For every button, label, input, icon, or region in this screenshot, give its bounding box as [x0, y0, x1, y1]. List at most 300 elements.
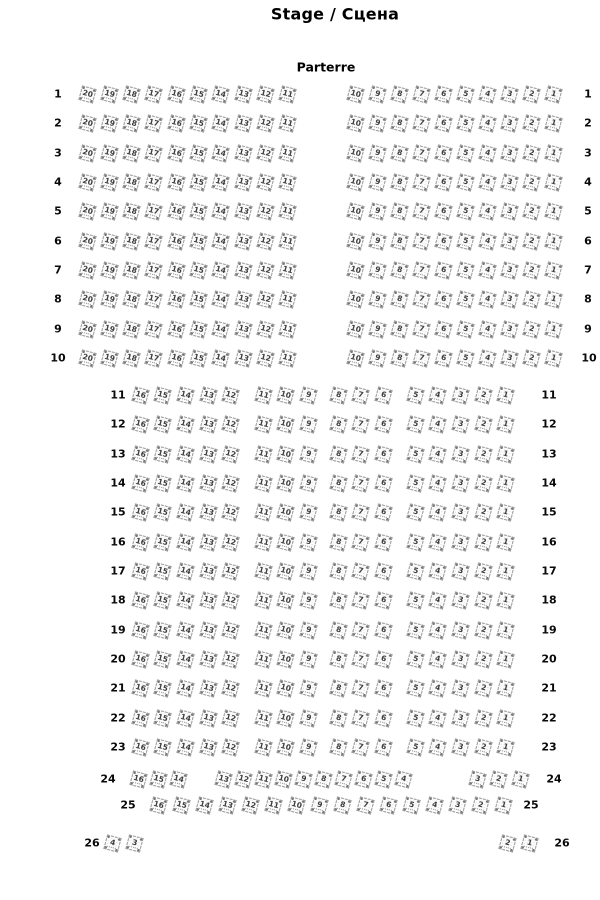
seat[interactable] — [451, 650, 469, 668]
seat[interactable] — [544, 114, 562, 132]
seat[interactable] — [100, 173, 118, 191]
seat[interactable] — [199, 591, 217, 609]
seat[interactable] — [167, 261, 185, 279]
seat[interactable] — [222, 650, 240, 668]
seat[interactable] — [176, 415, 194, 433]
seat[interactable] — [406, 621, 424, 639]
seat[interactable] — [176, 621, 194, 639]
seat[interactable] — [412, 232, 430, 250]
seat[interactable] — [544, 349, 562, 367]
seat[interactable] — [412, 320, 430, 338]
seat[interactable] — [212, 232, 230, 250]
seat[interactable] — [299, 650, 317, 668]
seat[interactable] — [212, 320, 230, 338]
seat[interactable] — [474, 709, 492, 727]
seat[interactable] — [122, 349, 140, 367]
seat[interactable] — [451, 679, 469, 697]
seat[interactable] — [189, 232, 207, 250]
seat[interactable] — [368, 173, 386, 191]
seat[interactable] — [390, 290, 408, 308]
seat[interactable] — [279, 114, 297, 132]
seat[interactable] — [131, 445, 149, 463]
seat[interactable] — [474, 738, 492, 756]
seat[interactable] — [199, 386, 217, 404]
seat[interactable] — [497, 474, 515, 492]
seat[interactable] — [264, 796, 282, 814]
seat[interactable] — [129, 770, 147, 788]
seat[interactable] — [497, 445, 515, 463]
seat[interactable] — [434, 114, 452, 132]
seat[interactable] — [374, 474, 392, 492]
seat[interactable] — [352, 562, 370, 580]
seat[interactable] — [256, 349, 274, 367]
seat[interactable] — [254, 386, 272, 404]
seat[interactable] — [78, 114, 96, 132]
seat[interactable] — [154, 621, 172, 639]
seat[interactable] — [456, 202, 474, 220]
seat[interactable] — [189, 320, 207, 338]
seat[interactable] — [195, 796, 213, 814]
seat[interactable] — [429, 562, 447, 580]
seat[interactable] — [241, 796, 259, 814]
seat[interactable] — [277, 386, 295, 404]
seat[interactable] — [412, 114, 430, 132]
seat[interactable] — [167, 202, 185, 220]
seat[interactable] — [122, 144, 140, 162]
seat[interactable] — [122, 85, 140, 103]
seat[interactable] — [352, 650, 370, 668]
seat[interactable] — [78, 320, 96, 338]
seat[interactable] — [394, 770, 412, 788]
seat[interactable] — [368, 320, 386, 338]
seat[interactable] — [199, 679, 217, 697]
seat[interactable] — [451, 709, 469, 727]
seat[interactable] — [310, 796, 328, 814]
seat[interactable] — [500, 202, 518, 220]
seat[interactable] — [277, 650, 295, 668]
seat[interactable] — [176, 591, 194, 609]
seat[interactable] — [212, 349, 230, 367]
seat[interactable] — [222, 679, 240, 697]
seat[interactable] — [277, 562, 295, 580]
seat[interactable] — [234, 770, 252, 788]
seat[interactable] — [451, 562, 469, 580]
seat[interactable] — [456, 349, 474, 367]
seat[interactable] — [451, 445, 469, 463]
seat[interactable] — [212, 85, 230, 103]
seat[interactable] — [299, 474, 317, 492]
seat[interactable] — [314, 770, 332, 788]
seat[interactable] — [145, 114, 163, 132]
seat[interactable] — [154, 445, 172, 463]
seat[interactable] — [500, 144, 518, 162]
seat[interactable] — [145, 261, 163, 279]
seat[interactable] — [368, 114, 386, 132]
seat[interactable] — [167, 349, 185, 367]
seat[interactable] — [544, 173, 562, 191]
seat[interactable] — [189, 85, 207, 103]
seat[interactable] — [329, 474, 347, 492]
seat[interactable] — [500, 232, 518, 250]
seat[interactable] — [500, 173, 518, 191]
seat[interactable] — [212, 114, 230, 132]
seat[interactable] — [429, 445, 447, 463]
seat[interactable] — [254, 562, 272, 580]
seat[interactable] — [299, 533, 317, 551]
seat[interactable] — [474, 650, 492, 668]
seat[interactable] — [412, 349, 430, 367]
seat[interactable] — [456, 85, 474, 103]
seat[interactable] — [279, 232, 297, 250]
seat[interactable] — [256, 173, 274, 191]
seat[interactable] — [254, 474, 272, 492]
seat[interactable] — [478, 202, 496, 220]
seat[interactable] — [390, 349, 408, 367]
seat[interactable] — [149, 796, 167, 814]
seat[interactable] — [346, 290, 364, 308]
seat[interactable] — [299, 445, 317, 463]
seat[interactable] — [103, 834, 121, 852]
seat[interactable] — [222, 591, 240, 609]
seat[interactable] — [122, 114, 140, 132]
seat[interactable] — [374, 533, 392, 551]
seat[interactable] — [176, 679, 194, 697]
seat[interactable] — [429, 591, 447, 609]
seat[interactable] — [277, 679, 295, 697]
seat[interactable] — [412, 85, 430, 103]
seat[interactable] — [154, 709, 172, 727]
seat[interactable] — [390, 202, 408, 220]
seat[interactable] — [149, 770, 167, 788]
seat[interactable] — [167, 85, 185, 103]
seat[interactable] — [329, 562, 347, 580]
seat[interactable] — [167, 290, 185, 308]
seat[interactable] — [131, 679, 149, 697]
seat[interactable] — [234, 261, 252, 279]
seat[interactable] — [329, 591, 347, 609]
seat[interactable] — [451, 503, 469, 521]
seat[interactable] — [199, 533, 217, 551]
seat[interactable] — [374, 709, 392, 727]
seat[interactable] — [434, 320, 452, 338]
seat[interactable] — [429, 621, 447, 639]
seat[interactable] — [254, 621, 272, 639]
seat[interactable] — [522, 290, 540, 308]
seat[interactable] — [429, 738, 447, 756]
seat[interactable] — [406, 679, 424, 697]
seat[interactable] — [434, 144, 452, 162]
seat[interactable] — [434, 290, 452, 308]
seat[interactable] — [412, 261, 430, 279]
seat[interactable] — [189, 349, 207, 367]
seat[interactable] — [299, 709, 317, 727]
seat[interactable] — [78, 261, 96, 279]
seat[interactable] — [234, 202, 252, 220]
seat[interactable] — [497, 650, 515, 668]
seat[interactable] — [494, 796, 512, 814]
seat[interactable] — [352, 709, 370, 727]
seat[interactable] — [500, 114, 518, 132]
seat[interactable] — [199, 474, 217, 492]
seat[interactable] — [154, 415, 172, 433]
seat[interactable] — [279, 85, 297, 103]
seat[interactable] — [497, 679, 515, 697]
seat[interactable] — [78, 349, 96, 367]
seat[interactable] — [199, 709, 217, 727]
seat[interactable] — [406, 415, 424, 433]
seat[interactable] — [172, 796, 190, 814]
seat[interactable] — [346, 85, 364, 103]
seat[interactable] — [199, 503, 217, 521]
seat[interactable] — [256, 232, 274, 250]
seat[interactable] — [167, 232, 185, 250]
seat[interactable] — [176, 386, 194, 404]
seat[interactable] — [131, 474, 149, 492]
seat[interactable] — [254, 738, 272, 756]
seat[interactable] — [379, 796, 397, 814]
seat[interactable] — [352, 533, 370, 551]
seat[interactable] — [254, 679, 272, 697]
seat[interactable] — [329, 709, 347, 727]
seat[interactable] — [354, 770, 372, 788]
seat[interactable] — [346, 114, 364, 132]
seat[interactable] — [390, 232, 408, 250]
seat[interactable] — [100, 85, 118, 103]
seat[interactable] — [451, 591, 469, 609]
seat[interactable] — [154, 474, 172, 492]
seat[interactable] — [352, 386, 370, 404]
seat[interactable] — [234, 349, 252, 367]
seat[interactable] — [176, 503, 194, 521]
seat[interactable] — [256, 320, 274, 338]
seat[interactable] — [346, 349, 364, 367]
seat[interactable] — [256, 144, 274, 162]
seat[interactable] — [390, 261, 408, 279]
seat[interactable] — [368, 232, 386, 250]
seat[interactable] — [468, 770, 486, 788]
seat[interactable] — [474, 386, 492, 404]
seat[interactable] — [434, 261, 452, 279]
seat[interactable] — [451, 386, 469, 404]
seat[interactable] — [254, 533, 272, 551]
seat[interactable] — [176, 738, 194, 756]
seat[interactable] — [522, 173, 540, 191]
seat[interactable] — [451, 621, 469, 639]
seat[interactable] — [474, 621, 492, 639]
seat[interactable] — [500, 320, 518, 338]
seat[interactable] — [189, 114, 207, 132]
seat[interactable] — [199, 415, 217, 433]
seat[interactable] — [544, 144, 562, 162]
seat[interactable] — [214, 770, 232, 788]
seat[interactable] — [474, 445, 492, 463]
seat[interactable] — [544, 320, 562, 338]
seat[interactable] — [412, 202, 430, 220]
seat[interactable] — [497, 415, 515, 433]
seat[interactable] — [346, 173, 364, 191]
seat[interactable] — [522, 202, 540, 220]
seat[interactable] — [478, 173, 496, 191]
seat[interactable] — [222, 621, 240, 639]
seat[interactable] — [234, 85, 252, 103]
seat[interactable] — [167, 173, 185, 191]
seat[interactable] — [474, 679, 492, 697]
seat[interactable] — [406, 738, 424, 756]
seat[interactable] — [154, 591, 172, 609]
seat[interactable] — [451, 738, 469, 756]
seat[interactable] — [131, 621, 149, 639]
seat[interactable] — [277, 621, 295, 639]
seat[interactable] — [329, 415, 347, 433]
seat[interactable] — [176, 474, 194, 492]
seat[interactable] — [456, 320, 474, 338]
seat[interactable] — [277, 709, 295, 727]
seat[interactable] — [131, 386, 149, 404]
seat[interactable] — [333, 796, 351, 814]
seat[interactable] — [471, 796, 489, 814]
seat[interactable] — [522, 320, 540, 338]
seat[interactable] — [451, 533, 469, 551]
seat[interactable] — [100, 261, 118, 279]
seat[interactable] — [212, 144, 230, 162]
seat[interactable] — [456, 232, 474, 250]
seat[interactable] — [329, 650, 347, 668]
seat[interactable] — [212, 173, 230, 191]
seat[interactable] — [122, 290, 140, 308]
seat[interactable] — [256, 261, 274, 279]
seat[interactable] — [448, 796, 466, 814]
seat[interactable] — [374, 562, 392, 580]
seat[interactable] — [222, 533, 240, 551]
seat[interactable] — [352, 415, 370, 433]
seat[interactable] — [374, 591, 392, 609]
seat[interactable] — [412, 144, 430, 162]
seat[interactable] — [390, 114, 408, 132]
seat[interactable] — [299, 591, 317, 609]
seat[interactable] — [199, 445, 217, 463]
seat[interactable] — [456, 173, 474, 191]
seat[interactable] — [478, 85, 496, 103]
seat[interactable] — [406, 503, 424, 521]
seat[interactable] — [189, 290, 207, 308]
seat[interactable] — [346, 232, 364, 250]
seat[interactable] — [402, 796, 420, 814]
seat[interactable] — [154, 679, 172, 697]
seat[interactable] — [390, 320, 408, 338]
seat[interactable] — [176, 709, 194, 727]
seat[interactable] — [145, 202, 163, 220]
seat[interactable] — [167, 144, 185, 162]
seat[interactable] — [299, 621, 317, 639]
seat[interactable] — [474, 474, 492, 492]
seat[interactable] — [199, 650, 217, 668]
seat[interactable] — [429, 533, 447, 551]
seat[interactable] — [500, 85, 518, 103]
seat[interactable] — [279, 173, 297, 191]
seat[interactable] — [368, 290, 386, 308]
seat[interactable] — [500, 349, 518, 367]
seat[interactable] — [154, 650, 172, 668]
seat[interactable] — [131, 415, 149, 433]
seat[interactable] — [406, 474, 424, 492]
seat[interactable] — [334, 770, 352, 788]
seat[interactable] — [374, 415, 392, 433]
seat[interactable] — [279, 144, 297, 162]
seat[interactable] — [434, 349, 452, 367]
seat[interactable] — [329, 386, 347, 404]
seat[interactable] — [451, 415, 469, 433]
seat[interactable] — [299, 562, 317, 580]
seat[interactable] — [287, 796, 305, 814]
seat[interactable] — [222, 474, 240, 492]
seat[interactable] — [254, 591, 272, 609]
seat[interactable] — [434, 232, 452, 250]
seat[interactable] — [222, 738, 240, 756]
seat[interactable] — [474, 415, 492, 433]
seat[interactable] — [429, 503, 447, 521]
seat[interactable] — [254, 770, 272, 788]
seat[interactable] — [122, 261, 140, 279]
seat[interactable] — [277, 415, 295, 433]
seat[interactable] — [131, 738, 149, 756]
seat[interactable] — [497, 533, 515, 551]
seat[interactable] — [145, 144, 163, 162]
seat[interactable] — [254, 445, 272, 463]
seat[interactable] — [522, 232, 540, 250]
seat[interactable] — [329, 503, 347, 521]
seat[interactable] — [254, 650, 272, 668]
seat[interactable] — [277, 503, 295, 521]
seat[interactable] — [429, 386, 447, 404]
seat[interactable] — [154, 738, 172, 756]
seat[interactable] — [456, 114, 474, 132]
seat[interactable] — [234, 232, 252, 250]
seat[interactable] — [374, 679, 392, 697]
seat[interactable] — [474, 562, 492, 580]
seat[interactable] — [497, 591, 515, 609]
seat[interactable] — [478, 349, 496, 367]
seat[interactable] — [100, 290, 118, 308]
seat[interactable] — [544, 290, 562, 308]
seat[interactable] — [299, 679, 317, 697]
seat[interactable] — [234, 144, 252, 162]
seat[interactable] — [256, 290, 274, 308]
seat[interactable] — [222, 386, 240, 404]
seat[interactable] — [352, 591, 370, 609]
seat[interactable] — [145, 349, 163, 367]
seat[interactable] — [374, 503, 392, 521]
seat[interactable] — [154, 386, 172, 404]
seat[interactable] — [212, 290, 230, 308]
seat[interactable] — [374, 445, 392, 463]
seat[interactable] — [497, 503, 515, 521]
seat[interactable] — [478, 320, 496, 338]
seat[interactable] — [346, 320, 364, 338]
seat[interactable] — [218, 796, 236, 814]
seat[interactable] — [176, 650, 194, 668]
seat[interactable] — [500, 290, 518, 308]
seat[interactable] — [199, 738, 217, 756]
seat[interactable] — [520, 834, 538, 852]
seat[interactable] — [474, 533, 492, 551]
seat[interactable] — [145, 232, 163, 250]
seat[interactable] — [522, 114, 540, 132]
seat[interactable] — [346, 202, 364, 220]
seat[interactable] — [222, 445, 240, 463]
seat[interactable] — [279, 202, 297, 220]
seat[interactable] — [125, 834, 143, 852]
seat[interactable] — [522, 144, 540, 162]
